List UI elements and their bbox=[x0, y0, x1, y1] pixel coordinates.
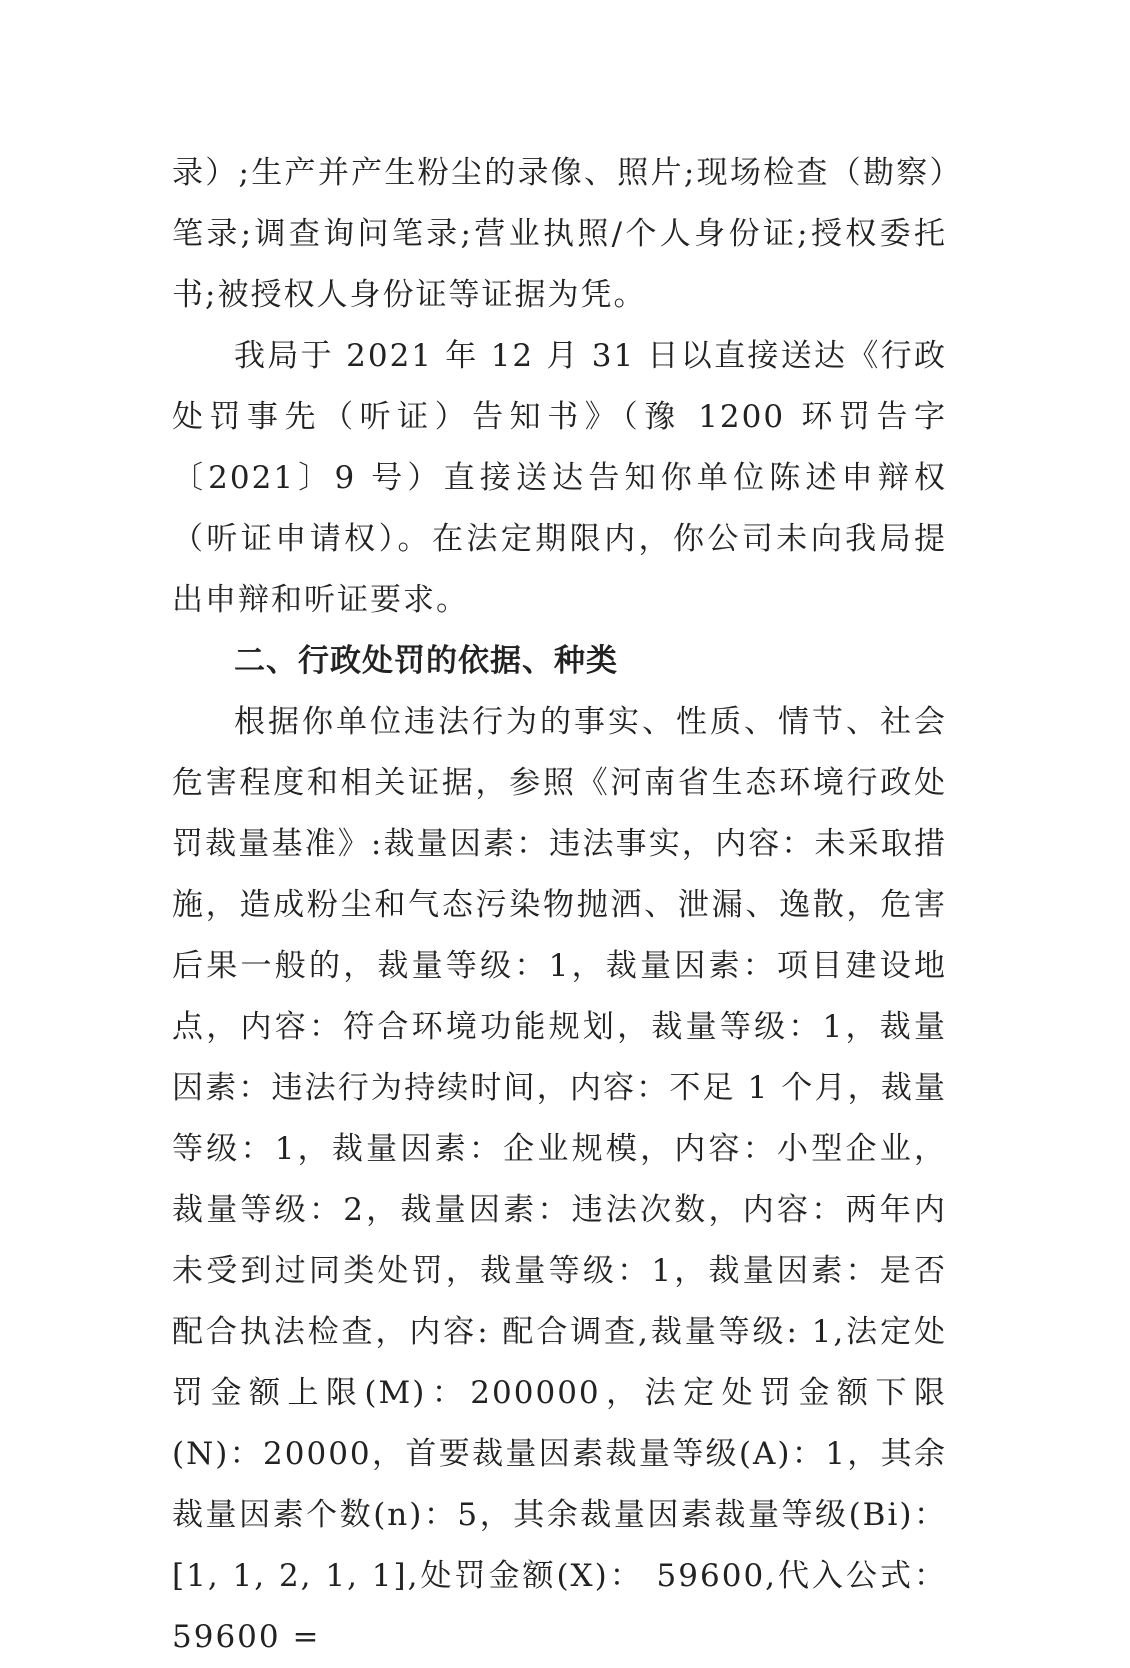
paragraph-evidence-list: 录）;生产并产生粉尘的录像、照片;现场检查（勘察）笔录;调查询问笔录;营业执照/个人身份证;授权委托书;被授权人身份证等证据为凭。 bbox=[172, 155, 947, 313]
document-body bbox=[172, 143, 947, 1668]
paragraph-discretion-calculation: 根据你单位违法行为的事实、性质、情节、社会危害程度和相关证据，参照《河南省生态环境行政处罚裁量基准》:裁量因素：违法事实，内容：未采取措施，造成粉尘和气态污染物抛洒、泄漏、逸散，危害后果一般的，裁量等级：1，裁量因素：项目建设地点，内容：符合环境功能规划，裁量等级：1，裁量因素：违法行为持续时间，内容：不足 1 个月，裁量等级：1，裁量因素：企业规模，内容：小型企业，裁量等级：2，裁量因素：违法次数，内容：两年内未受到过同类处罚，裁量等级：1，裁量因素：是否配合执法检查，内容: 配合调查,裁量等级: 1,法定处罚金额上限(M)：200000，法定处罚金额下限(N)：20000，首要裁量因素裁量等级(A)：1，其余裁量因素个数(n)：5，其余裁量因素裁量等级(Bi)：[1, 1, 2, 1, 1],处罚金额(X)： 59600,代入公式： 59600 = bbox=[172, 704, 947, 1655]
paragraph-hearing-notice: 我局于 2021 年 12 月 31 日以直接送达《行政处罚事先（听证）告知书》（豫 1200 环罚告字〔2021〕9 号）直接送达告知你单位陈述申辩权（听证申请权）。在法定期限内，你公司未向我局提出申辩和听证要求。 bbox=[172, 338, 947, 618]
section-heading-penalty-basis: 二、行政处罚的依据、种类 bbox=[234, 643, 618, 679]
